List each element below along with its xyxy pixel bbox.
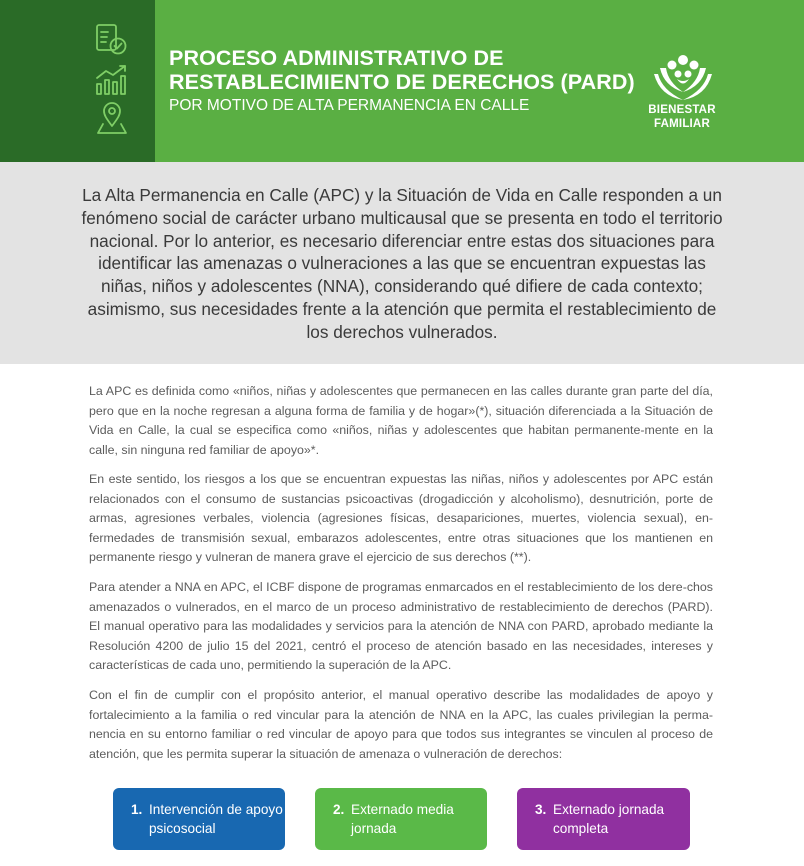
page-subtitle: POR MOTIVO DE ALTA PERMANENCIA EN CALLE bbox=[169, 97, 530, 114]
logo-text-line1: BIENESTAR bbox=[648, 104, 716, 116]
modality-label: Externado jornada completa bbox=[553, 802, 665, 836]
logo-text-line2: FAMILIAR bbox=[654, 118, 710, 130]
body-paragraph-3: Para atender a NNA en APC, el ICBF dispone de programas enmarcados en el restablecimiento de los dere-chos amenazados o vulnerados, en el marco de un proceso administrativo de restablecimiento de derechos (PARD). El manual operativo para las modalidades y servicios para la atención de NNA con PARD, aprobado mediante la Resolución 4200 de julio 15 del 2021, centró el proceso de atención basado en las necesidades, intereses y características de cada uno, permitiendo la superación de la APC. bbox=[89, 580, 713, 672]
body-paragraph-1: La APC es definida como «niños, niñas y adolescentes que permanecen en las calles durante gran parte del día, pero que en la noche regresan a alguna forma de familia y de hogar»(*), situación diferenciada a la Situación de Vida en Calle, la cual se especifica como «niños, niñas y adolescentes que habitan permanente-mente en la calle, sin ninguna red familiar de apoyo»*. bbox=[89, 384, 713, 457]
location-pin-icon bbox=[94, 100, 130, 136]
modality-number: 1. bbox=[131, 802, 143, 817]
modality-label: Externado media jornada bbox=[351, 802, 454, 836]
document-check-icon bbox=[94, 22, 130, 58]
intro-text: La Alta Permanencia en Calle (APC) y la Situación de Vida en Calle responden a un fenómeno social de carácter urbano multicausal que se presenta en todo el territorio nacional. Por lo anterior, es necesario diferenciar entre estas dos situaciones para identificar las amenazas o vulneraciones a las que se encuentran expuestas las niñas, niños y adolescentes (NNA), considerando qué difiere de cada contexto; asimismo, sus necesidades frente a la atención que permita el restablecimiento de los derechos vulnerados. bbox=[81, 185, 723, 342]
bar-chart-growth-icon bbox=[94, 62, 130, 98]
modality-label: Intervención de apoyo psicosocial bbox=[149, 802, 283, 836]
modality-card-apoyo-psicosocial bbox=[113, 788, 285, 850]
header-icon-panel bbox=[0, 0, 155, 162]
modality-number: 3. bbox=[535, 802, 547, 817]
header-banner bbox=[0, 0, 804, 162]
body-paragraph-4: Con el fin de cumplir con el propósito anterior, el manual operativo describe las modalidades de apoyo y fortalecimiento a la familia o red vincular para la atención de NNA en la APC, las cuales privilegian la perma-nencia en su entorno familiar o red vincular de apoyo para que todos sus integrantes se vinculen al proceso de atención, que les permita superar la situación de amenaza o vulneración de derechos: bbox=[89, 688, 713, 761]
intro-section bbox=[0, 162, 804, 364]
bienestar-familiar-logo bbox=[644, 52, 720, 132]
modality-card-jornada-completa bbox=[517, 788, 690, 850]
modality-number: 2. bbox=[333, 802, 345, 817]
page-title: PROCESO ADMINISTRATIVO DE RESTABLECIMIENTO DE DERECHOS (PARD) bbox=[169, 46, 635, 94]
family-logo-icon bbox=[648, 52, 718, 102]
modality-card-media-jornada bbox=[315, 788, 487, 850]
body-paragraph-2: En este sentido, los riesgos a los que se encuentran expuestas las niñas, niños y adolescentes por APC están relacionados con el consumo de sustancias psicoactivas (drogadicción y alcoholismo), desnutrición, porte de armas, agresiones verbales, violencia (agresiones físicas, desapariciones, muertes, violencia sexual), en-fermedades de transmisión sexual, embarazos adolescentes, entre otras situaciones que los mantienen en permanente riesgo y vulneran de manera grave el ejercicio de sus derechos (**). bbox=[89, 472, 713, 564]
